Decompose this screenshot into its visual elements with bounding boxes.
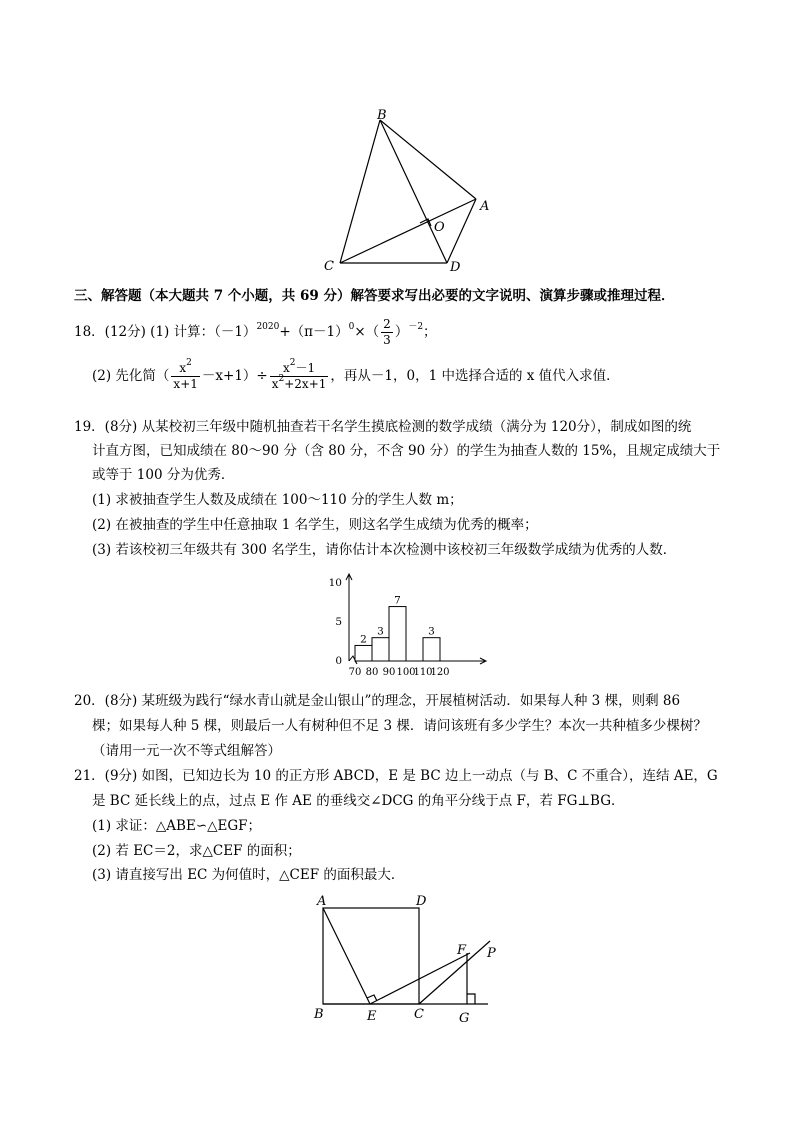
q20-line2: 棵；如果每人种 5 棵，则最后一人有树种但不足 3 棵．请问该班有多少学生？本次一共种植多少棵树？: [92, 718, 707, 734]
x-tick-label: 70: [348, 667, 362, 678]
q18-f1-num: x: [179, 361, 187, 375]
q18-f1-den: x+1: [173, 377, 198, 391]
q20-line1: 20．(8分) 某班级为践行“绿水青山就是金山银山”的理念，开展植树活动．如果每人种 3 棵，则剩 86: [74, 693, 681, 709]
bar-value-label: 2: [360, 633, 367, 646]
label-G: G: [459, 1011, 470, 1026]
q18-frac2: [270, 358, 329, 392]
label-F: F: [457, 943, 467, 958]
label-C2: C: [414, 1007, 424, 1022]
section-heading: 三、解答题（本大题共 7 个小题，共 69 分）解答要求写出必要的文字说明、演算步骤或推理过程．: [74, 288, 675, 304]
q18-frac-num: 2: [383, 317, 391, 331]
q18-f2-num-rest: －1: [295, 361, 316, 375]
x-tick-label: 90: [382, 667, 396, 678]
q18-end: ；: [423, 324, 437, 340]
label-E: E: [367, 1009, 377, 1024]
label-O: O: [434, 220, 445, 235]
q18-mid: +（π－1）: [279, 324, 349, 340]
q19-sub2: (2) 在被抽查的学生中任意抽取 1 名学生，则这名学生成绩为优秀的概率；: [92, 517, 538, 533]
histogram-bar: [355, 645, 372, 661]
q18-p2-end: ，再从－1，0，1 中选择合适的 x 值代入求值．: [330, 368, 620, 384]
x-tick-label: 120: [430, 667, 450, 678]
bar-value-label: 3: [377, 625, 384, 638]
histogram-bar: [372, 638, 389, 661]
q21-sub1: (1) 求证：△ABE∽△EGF；: [92, 818, 262, 834]
q20-line3: （请用一元一次不等式组解答）: [92, 743, 281, 759]
q18-f2-den-exp: 2: [278, 374, 285, 384]
q21-line1: 21．(9分) 如图，已知边长为 10 的正方形 ABCD，E 是 BC 边上一动点（与 B、C 不重合），连结 AE，G: [74, 768, 718, 784]
y-tick-label: 0: [335, 655, 342, 667]
label-D: D: [450, 260, 461, 275]
y-tick-label: 10: [328, 577, 342, 590]
histogram-chart: [310, 570, 500, 682]
q21-sub2: (2) 若 EC＝2，求△CEF 的面积；: [92, 843, 301, 859]
q18-part1: [74, 317, 437, 348]
figure-square: [305, 890, 505, 1030]
q18-p2-mid: －x+1）÷: [201, 368, 268, 384]
label-D2: D: [416, 894, 427, 909]
bar-value-label: 7: [394, 594, 401, 607]
label-A2: A: [317, 894, 327, 909]
label-P: P: [487, 946, 496, 961]
q18-times: ×（: [354, 324, 380, 340]
q19-line1: 19．(8分) 从某校初三年级中随机抽查若干名学生摸底检测的数学成绩（满分为 120分），制成如图的统: [74, 419, 692, 435]
q18-frac1: [171, 358, 199, 392]
q18-f2-den-rest: +2x+1: [284, 377, 327, 391]
q18-exp1: 2020: [256, 322, 280, 332]
q18-p2-start: (2) 先化简（: [92, 368, 170, 384]
q21-sub3: (3) 请直接写出 EC 为何值时，△CEF 的面积最大．: [92, 867, 405, 883]
q18-f2-num: x: [282, 361, 290, 375]
q19-line3: 或等于 100 分为优秀．: [92, 467, 235, 483]
label-B: B: [377, 108, 387, 123]
label-B2: B: [314, 1007, 324, 1022]
q18-fraction: [381, 317, 393, 348]
figure-quadrilateral: [310, 100, 510, 280]
q18-exp2: 0: [348, 322, 355, 332]
label-A: A: [480, 199, 490, 214]
bar-value-label: 3: [428, 625, 435, 638]
q18-f2-den: x: [271, 377, 279, 391]
y-tick-label: 5: [335, 616, 342, 629]
q18-f2-num-exp: 2: [289, 358, 296, 368]
histogram-bar: [423, 638, 440, 661]
histogram-bar: [389, 607, 406, 661]
q19-line2: 计直方图，已知成绩在 80～90 分（含 80 分，不含 90 分）的学生为抽查人数的 15%，且规定成绩大于: [92, 443, 721, 459]
q18-exp3: －2: [408, 322, 424, 332]
x-tick-label: 100: [396, 667, 416, 678]
axis-break: [349, 656, 357, 664]
q21-line2: 是 BC 延长线上的点，过点 E 作 AE 的垂线交∠DCG 的角平分线于点 F，若 FG⊥BG．: [92, 793, 625, 809]
label-C: C: [324, 259, 334, 274]
q18-f1-num-exp: 2: [186, 358, 192, 368]
q18-num: 18．(12分) (1) 计算：（－1）: [74, 324, 257, 340]
q18-part2: [92, 358, 620, 392]
q18-frac-den: 3: [383, 333, 391, 347]
q18-close: ）: [394, 324, 409, 340]
x-tick-label: 80: [365, 667, 379, 678]
q19-sub3: (3) 若该校初三年级共有 300 名学生，请你估计本次检测中该校初三年级数学成绩为优秀的人数．: [92, 542, 677, 558]
q19-sub1: (1) 求被抽查学生人数及成绩在 100～110 分的学生人数 m；: [92, 492, 463, 508]
x-tick-label: 110: [413, 667, 433, 678]
